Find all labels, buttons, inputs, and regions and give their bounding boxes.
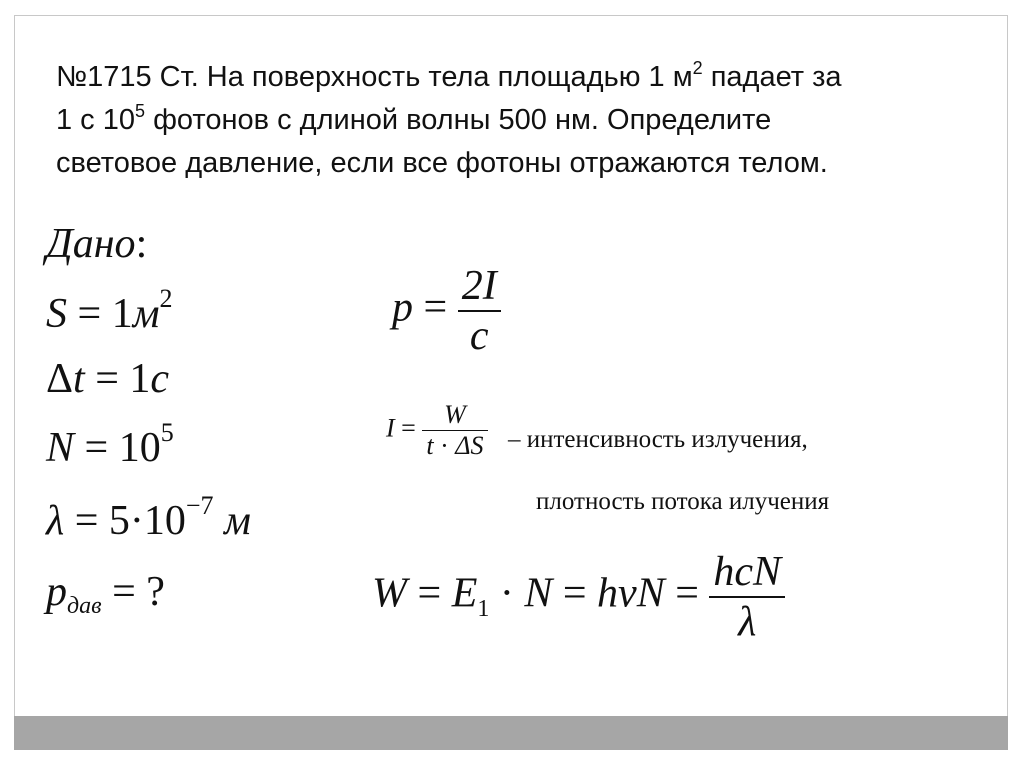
problem-line-1: №1715 Ст. На поверхность тела площадью 1 $м^2$ падает за xyxy=(56,58,842,93)
problem-line-3: световое давление, если все фотоны отражаются телом. xyxy=(56,147,828,179)
pressure-fraction xyxy=(458,262,501,360)
problem-statement xyxy=(56,56,986,185)
flux-density-description: плотность потока илучения xyxy=(536,488,830,515)
energy-fraction xyxy=(709,548,785,646)
intensity-fraction xyxy=(422,400,487,461)
pressure-numerator: 2I xyxy=(461,263,497,309)
intensity-numerator: W xyxy=(444,400,466,429)
energy-formula: $W = E_1 \cdot N = h\nu N$ = $\frac{\text{hcN}}{\lambda}$ xyxy=(372,548,785,646)
intensity-description: – интенсивность излучения, xyxy=(508,426,808,453)
pressure-denominator: c xyxy=(469,313,489,359)
energy-numerator: hcN xyxy=(713,549,782,595)
slide-bottom-bar xyxy=(14,716,1008,750)
given-photon-count: $N = 10^5$ xyxy=(46,418,174,471)
pressure-formula: p = $\frac{2I}{c}$ xyxy=(392,262,501,360)
intensity-formula: I = $\frac{W}{t \cdot \Delta S}$ xyxy=(386,400,488,461)
intensity-denominator: t · ΔS xyxy=(426,431,484,460)
given-title: Дано: xyxy=(46,221,148,267)
given-area: $S = 1м^2$ xyxy=(46,284,173,337)
given-wavelength: $\lambda = 5\cdot 10^{-7}$ м xyxy=(46,491,251,544)
energy-denominator: λ xyxy=(738,599,757,645)
given-time: Δt = 1с xyxy=(46,356,170,402)
given-unknown-pressure: $p_{дав}$ = ? xyxy=(46,569,165,619)
problem-line-2: 1 с $10^5$ фотонов с длиной волны 500 нм. Определите xyxy=(56,101,772,136)
